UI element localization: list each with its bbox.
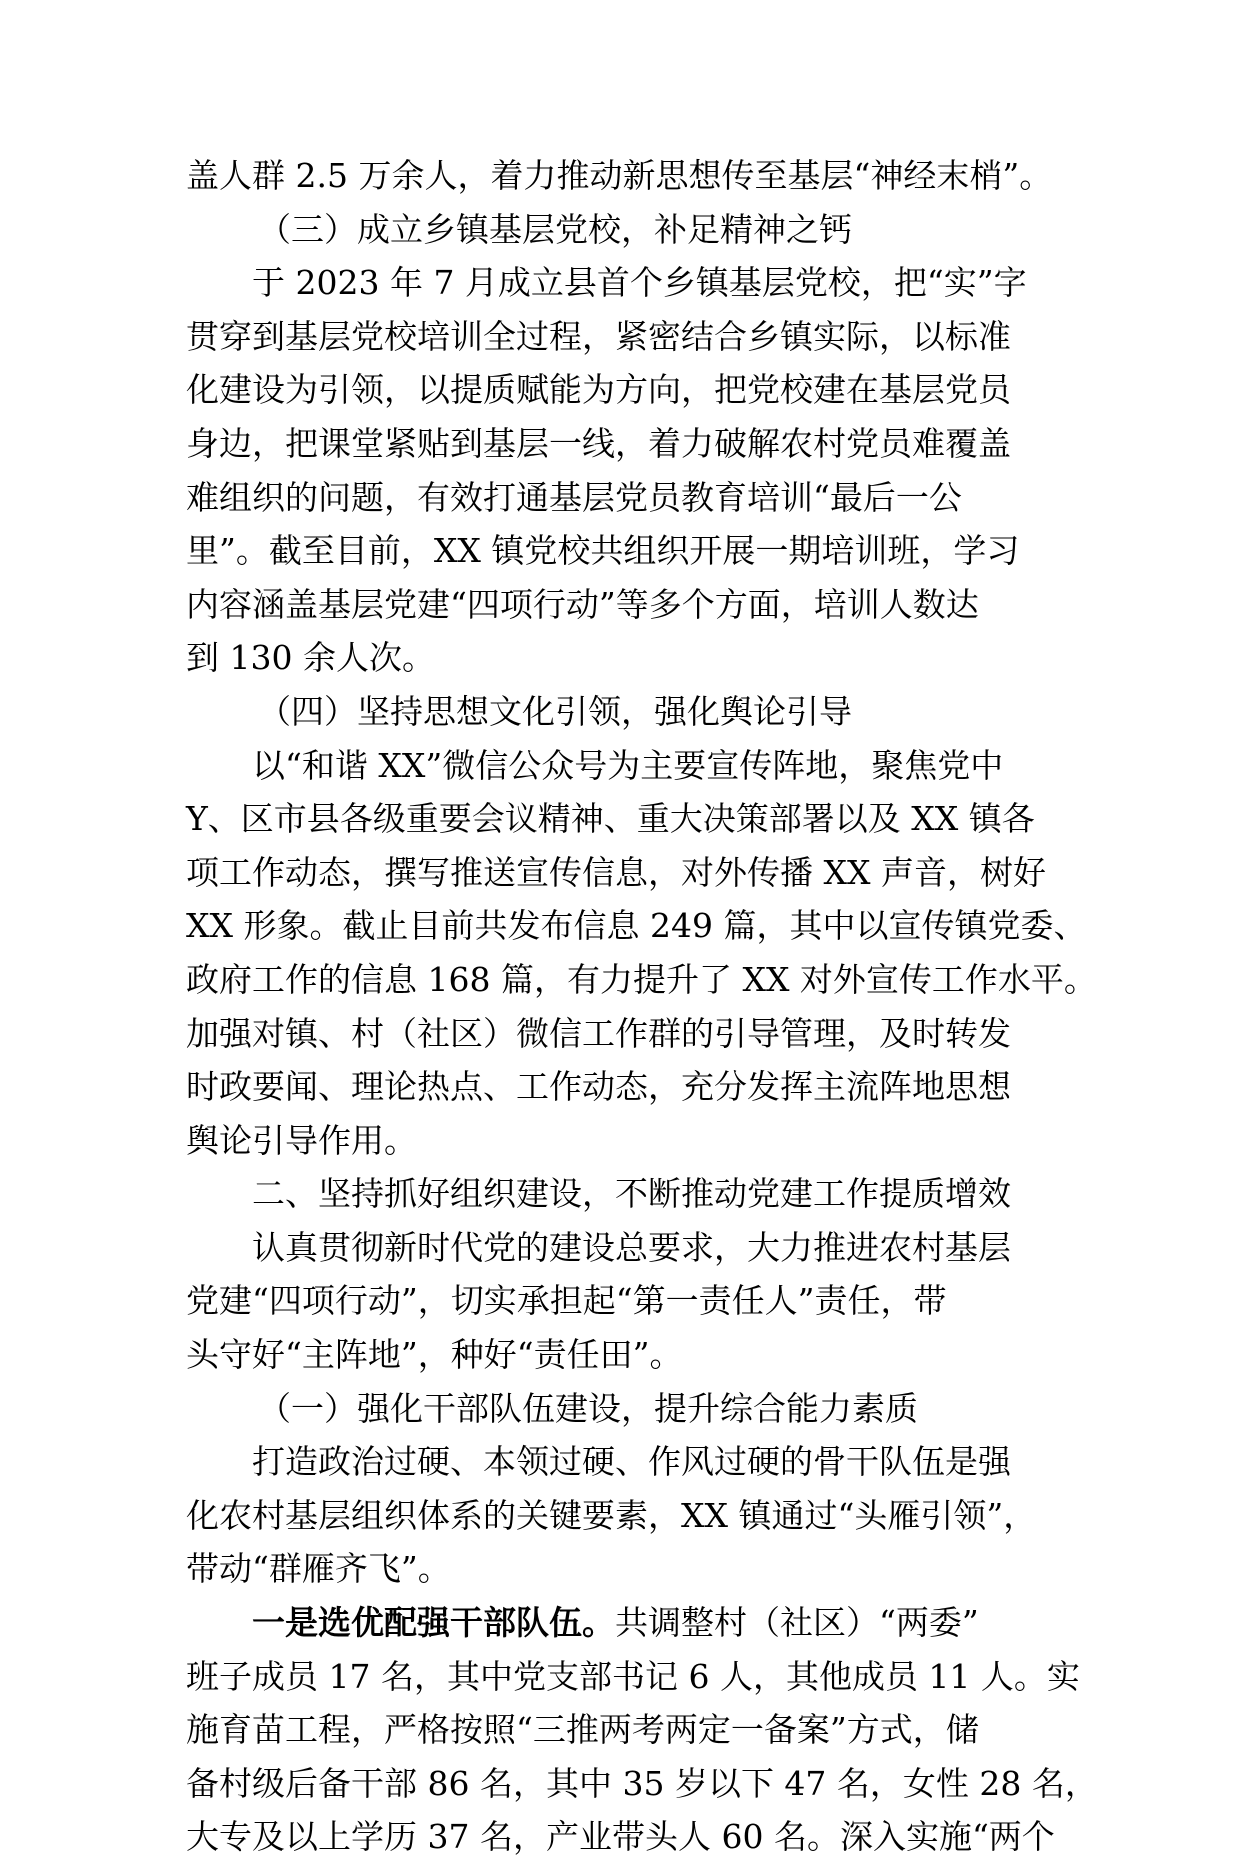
paragraph-line: XX 形象。截止目前共发布信息 249 篇，其中以宣传镇党委、 xyxy=(186,906,1087,946)
paragraph-line: 以“和谐 XX”微信公众号为主要宣传阵地，聚焦党中 xyxy=(252,745,1004,785)
paragraph-line: 盖人群 2.5 万余人，着力推动新思想传至基层“神经末梢”。 xyxy=(186,156,1053,195)
paragraph-line: 加强对镇、村（社区）微信工作群的引导管理，及时转发 xyxy=(186,1013,1011,1053)
paragraph-line: 舆论引导作用。 xyxy=(186,1120,417,1160)
paragraph-line: 里”。截至目前，XX 镇党校共组织开展一期培训班，学习 xyxy=(186,531,1020,571)
paragraph-line: 到 130 余人次。 xyxy=(186,638,435,678)
paragraph-line: 班子成员 17 名，其中党支部书记 6 人，其他成员 11 人。实 xyxy=(186,1656,1080,1696)
paragraph-line: 施育苗工程，严格按照“三推两考两定一备案”方式，储 xyxy=(186,1710,979,1750)
paragraph-line: 认真贯彻新时代党的建设总要求，大力推进农村基层 xyxy=(252,1227,1011,1267)
paragraph-text: 共调整村（社区）“两委” xyxy=(615,1603,979,1643)
paragraph-line: 时政要闻、理论热点、工作动态，充分发挥主流阵地思想 xyxy=(186,1067,1011,1107)
paragraph-line: 化建设为引领，以提质赋能为方向，把党校建在基层党员 xyxy=(186,370,1011,410)
paragraph-line: 难组织的问题，有效打通基层党员教育培训“最后一公 xyxy=(186,477,962,517)
paragraph-line: 贯穿到基层党校培训全过程，紧密结合乡镇实际，以标准 xyxy=(186,316,1011,356)
paragraph-line: 身边，把课堂紧贴到基层一线，着力破解农村党员难覆盖 xyxy=(186,423,1011,463)
paragraph-line: Y、区市县各级重要会议精神、重大决策部署以及 XX 镇各 xyxy=(186,799,1035,839)
paragraph-line: 于 2023 年 7 月成立县首个乡镇基层党校，把“实”字 xyxy=(252,263,1027,303)
paragraph-line: 打造政治过硬、本领过硬、作风过硬的骨干队伍是强 xyxy=(252,1442,1011,1482)
bold-lead-phrase: 一是选优配强干部队伍。 xyxy=(252,1603,615,1643)
subsection-heading: （三）成立乡镇基层党校，补足精神之钙 xyxy=(258,209,852,249)
subsection-heading: （四）坚持思想文化引领，强化舆论引导 xyxy=(258,691,852,731)
subsection-heading: （一）强化干部队伍建设，提升综合能力素质 xyxy=(258,1388,918,1428)
paragraph-line: 项工作动态，撰写推送宣传信息，对外传播 XX 声音，树好 xyxy=(186,852,1046,892)
document-body xyxy=(186,149,1098,1864)
paragraph-line-with-lead xyxy=(186,1596,1064,1650)
paragraph-line: 带动“群雁齐飞”。 xyxy=(186,1549,451,1589)
paragraph-line: 头守好“主阵地”，种好“责任田”。 xyxy=(186,1335,683,1375)
paragraph-line: 大专及以上学历 37 名，产业带头人 60 名。深入实施“两个 xyxy=(186,1817,1055,1857)
paragraph-line: 化农村基层组织体系的关键要素，XX 镇通过“头雁引领”， xyxy=(186,1495,1037,1535)
paragraph-line: 政府工作的信息 168 篇，有力提升了 XX 对外宣传工作水平。 xyxy=(186,959,1097,999)
paragraph-line: 内容涵盖基层党建“四项行动”等多个方面，培训人数达 xyxy=(186,584,979,624)
section-heading: 二、坚持抓好组织建设，不断推动党建工作提质增效 xyxy=(252,1174,1011,1214)
paragraph-line: 备村级后备干部 86 名，其中 35 岁以下 47 名，女性 28 名， xyxy=(186,1763,1098,1803)
paragraph-line: 党建“四项行动”，切实承担起“第一责任人”责任，带 xyxy=(186,1281,947,1321)
